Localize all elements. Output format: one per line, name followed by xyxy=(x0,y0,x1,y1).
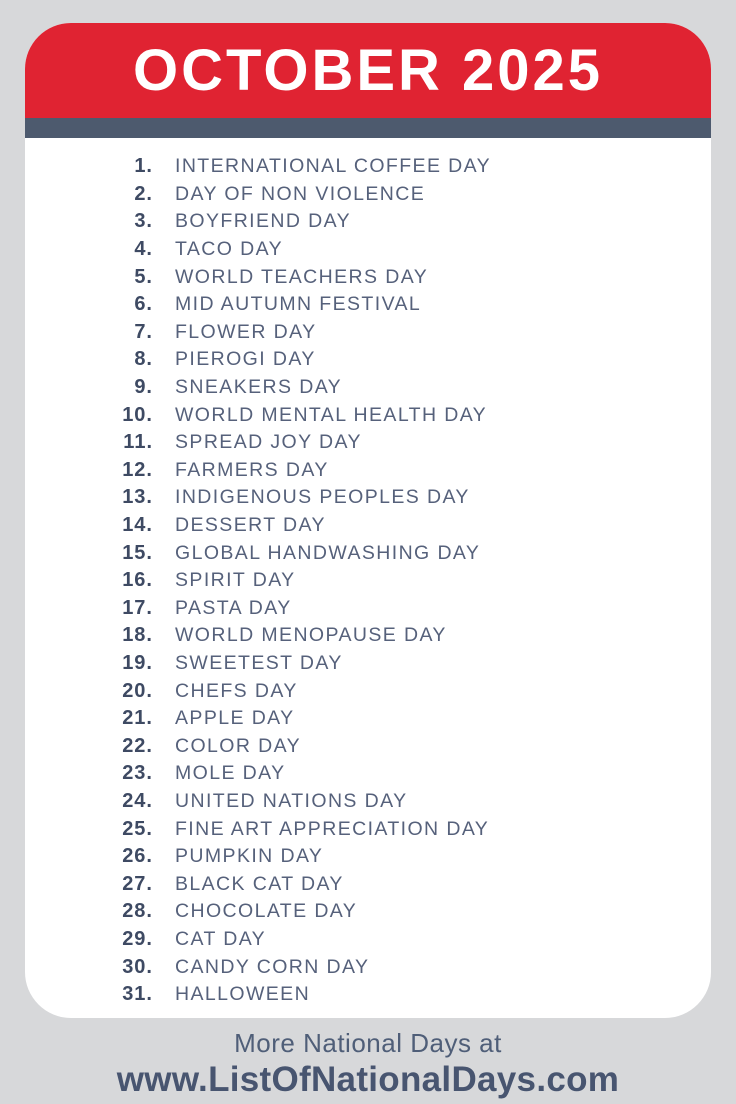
day-row xyxy=(25,346,711,374)
day-label: BLACK CAT DAY xyxy=(175,872,344,895)
day-label: CHOCOLATE DAY xyxy=(175,900,358,923)
day-number: 26. xyxy=(122,845,153,868)
day-label: WORLD MENTAL HEALTH DAY xyxy=(175,403,488,426)
header-stripe xyxy=(25,118,711,138)
day-label: GLOBAL HANDWASHING DAY xyxy=(175,541,481,564)
day-number: 31. xyxy=(122,983,153,1006)
day-number: 11. xyxy=(123,431,153,454)
day-row xyxy=(25,981,711,1009)
day-row xyxy=(25,953,711,981)
day-number: 2. xyxy=(134,182,153,205)
day-row xyxy=(25,595,711,623)
day-row xyxy=(25,429,711,457)
day-label: MOLE DAY xyxy=(175,762,286,785)
day-number: 21. xyxy=(122,707,153,730)
day-label: TACO DAY xyxy=(175,238,283,261)
day-number: 6. xyxy=(134,293,153,316)
day-label: MID AUTUMN FESTIVAL xyxy=(175,293,422,316)
day-number: 29. xyxy=(122,927,153,950)
day-label: INDIGENOUS PEOPLES DAY xyxy=(175,486,470,509)
day-label: DAY OF NON VIOLENCE xyxy=(175,182,426,205)
day-row xyxy=(25,263,711,291)
day-number: 5. xyxy=(134,265,153,288)
day-label: UNITED NATIONS DAY xyxy=(175,789,408,812)
day-number: 17. xyxy=(122,596,153,619)
day-row xyxy=(25,760,711,788)
day-number: 16. xyxy=(122,569,153,592)
day-label: WORLD MENOPAUSE DAY xyxy=(175,624,447,647)
day-row xyxy=(25,732,711,760)
day-number: 13. xyxy=(122,486,153,509)
day-row xyxy=(25,788,711,816)
footer-tagline: More National Days at xyxy=(234,1028,502,1058)
day-label: FINE ART APPRECIATION DAY xyxy=(175,817,490,840)
day-number: 30. xyxy=(122,955,153,978)
day-row xyxy=(25,401,711,429)
day-number: 4. xyxy=(134,238,153,261)
day-label: SNEAKERS DAY xyxy=(175,376,343,399)
day-number: 20. xyxy=(122,679,153,702)
day-row xyxy=(25,622,711,650)
day-row xyxy=(25,457,711,485)
day-number: 10. xyxy=(122,403,153,426)
day-number: 9. xyxy=(134,376,153,399)
day-row xyxy=(25,815,711,843)
day-row xyxy=(25,539,711,567)
day-row xyxy=(25,181,711,209)
day-label: PIEROGI DAY xyxy=(175,348,316,371)
day-number: 28. xyxy=(122,900,153,923)
day-number: 15. xyxy=(122,541,153,564)
day-row xyxy=(25,319,711,347)
day-label: APPLE DAY xyxy=(175,707,295,730)
day-row xyxy=(25,512,711,540)
day-row xyxy=(25,567,711,595)
day-row xyxy=(25,484,711,512)
day-label: FARMERS DAY xyxy=(175,458,329,481)
day-number: 22. xyxy=(122,734,153,757)
day-label: PUMPKIN DAY xyxy=(175,845,324,868)
day-label: CAT DAY xyxy=(175,927,267,950)
day-label: CANDY CORN DAY xyxy=(175,955,370,978)
day-row xyxy=(25,236,711,264)
day-number: 3. xyxy=(134,210,153,233)
day-number: 24. xyxy=(122,789,153,812)
day-row xyxy=(25,843,711,871)
day-row xyxy=(25,153,711,181)
day-label: DESSERT DAY xyxy=(175,514,326,537)
day-number: 14. xyxy=(122,514,153,537)
day-label: FLOWER DAY xyxy=(175,320,317,343)
day-label: SWEETEST DAY xyxy=(175,651,343,674)
day-row xyxy=(25,677,711,705)
day-number: 8. xyxy=(134,348,153,371)
day-number: 7. xyxy=(134,320,153,343)
day-number: 19. xyxy=(122,651,153,674)
day-number: 18. xyxy=(122,624,153,647)
day-row xyxy=(25,650,711,678)
day-row xyxy=(25,208,711,236)
day-row xyxy=(25,898,711,926)
day-number: 1. xyxy=(134,155,153,178)
day-number: 27. xyxy=(122,872,153,895)
day-row xyxy=(25,291,711,319)
footer xyxy=(0,1018,736,1104)
day-label: SPREAD JOY DAY xyxy=(175,431,362,454)
day-row xyxy=(25,870,711,898)
day-label: CHEFS DAY xyxy=(175,679,298,702)
calendar-header xyxy=(25,23,711,118)
day-row xyxy=(25,926,711,954)
day-label: WORLD TEACHERS DAY xyxy=(175,265,429,288)
day-label: COLOR DAY xyxy=(175,734,302,757)
day-label: HALLOWEEN xyxy=(175,983,311,1006)
month-title: OCTOBER 2025 xyxy=(132,38,604,103)
days-list xyxy=(25,138,711,1008)
calendar-card xyxy=(25,23,711,1018)
day-row xyxy=(25,705,711,733)
day-number: 12. xyxy=(122,458,153,481)
day-number: 23. xyxy=(122,762,153,785)
day-label: INTERNATIONAL COFFEE DAY xyxy=(175,155,492,178)
day-row xyxy=(25,374,711,402)
day-label: BOYFRIEND DAY xyxy=(175,210,352,233)
footer-url: www.ListOfNationalDays.com xyxy=(116,1060,620,1099)
day-label: PASTA DAY xyxy=(175,596,292,619)
day-number: 25. xyxy=(122,817,153,840)
day-label: SPIRIT DAY xyxy=(175,569,296,592)
